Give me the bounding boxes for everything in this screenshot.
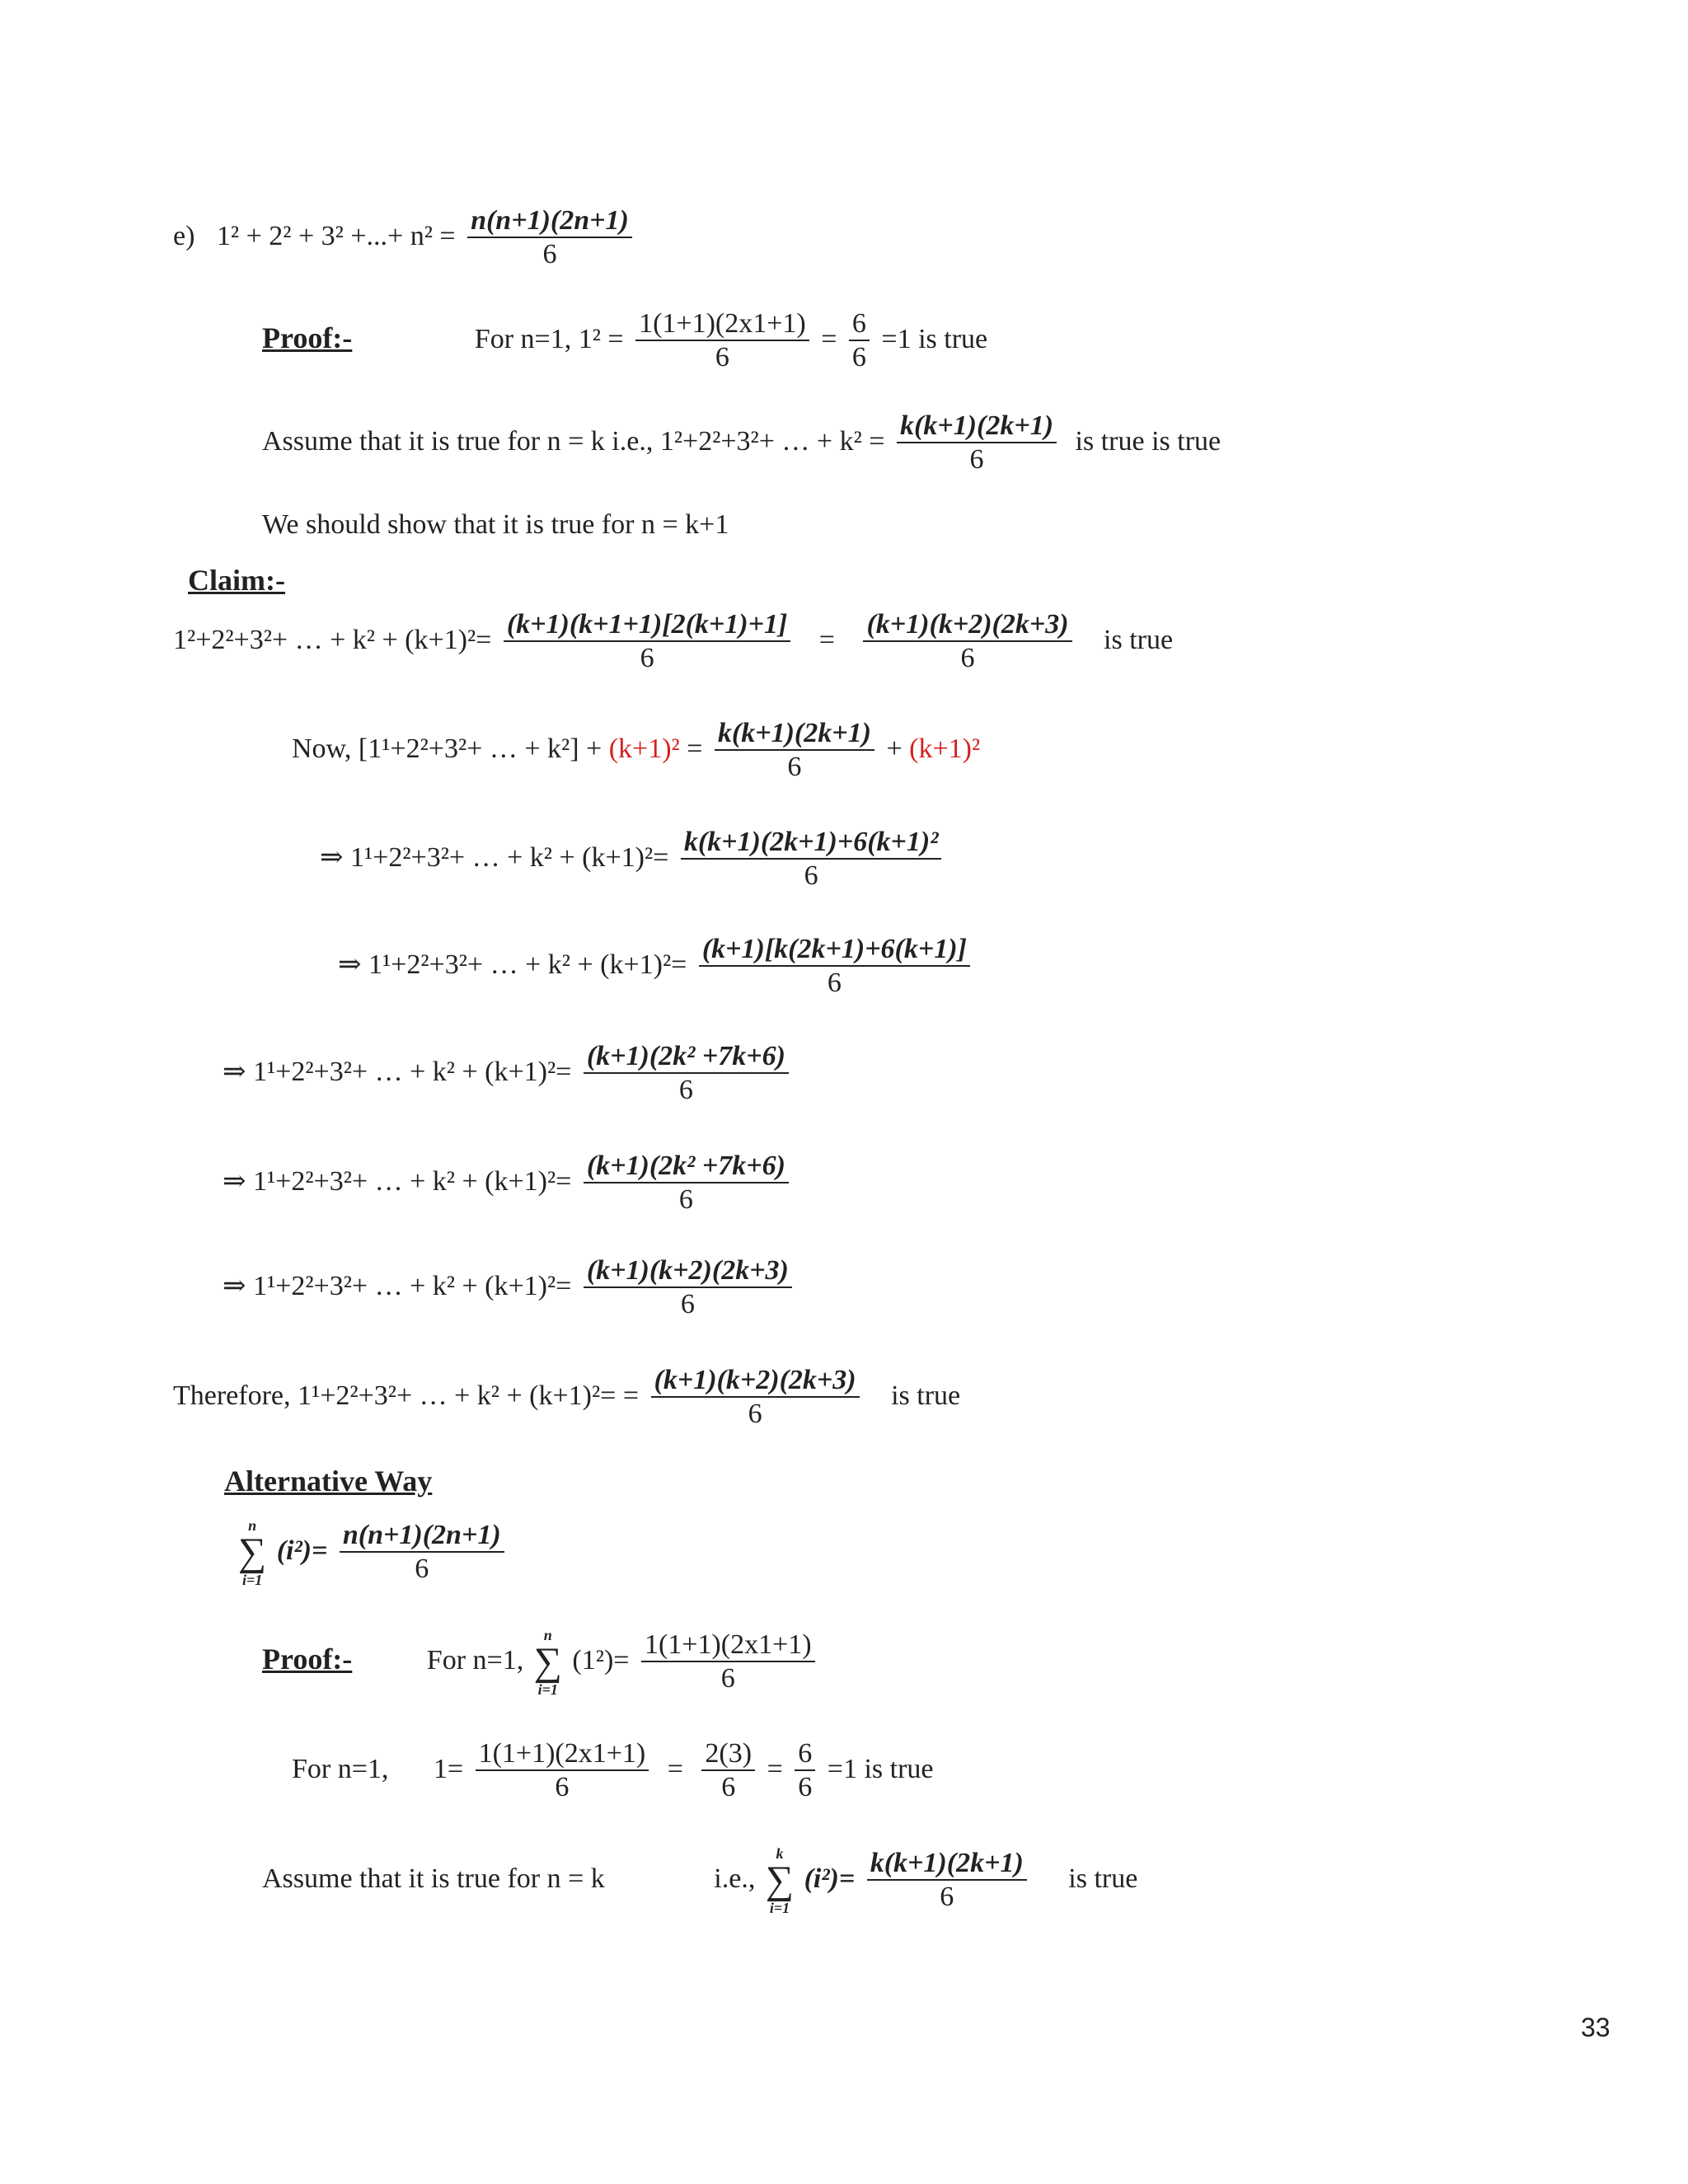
summation-symbol: n ∑ i=1 [238,1517,267,1588]
n1-pre: For n=1, [292,1753,389,1784]
alternative-formula [235,1518,509,1587]
statement-lhs: 1² + 2² + 3² +...+ n² = [216,220,456,251]
proof-base-numerator: 1(1+1)(2x1+1) [635,307,809,341]
therefore-fraction [651,1364,860,1432]
therefore-denominator: 6 [748,1399,762,1430]
n1-fraction-3 [795,1737,815,1805]
proof2-pre: For n=1, [426,1644,524,1675]
assumption2-denominator: 6 [940,1882,954,1913]
n1-denominator-3: 6 [798,1772,813,1803]
step-denominator: 6 [827,968,842,999]
summation-symbol: n ∑ i=1 [533,1627,562,1698]
assumption-numerator: k(k+1)(2k+1) [897,410,1057,443]
step-1 [320,826,946,893]
show-line [262,509,729,541]
claim-denominator-1: 6 [640,643,654,674]
statement-fraction [467,204,632,272]
statement-e [173,204,637,272]
step-fraction [681,826,942,893]
proof-base-fraction [635,307,809,375]
n1-tail: =1 is true [827,1753,934,1784]
n1-denominator-1: 6 [555,1772,570,1803]
proof-base-tail: =1 is true [881,323,988,354]
proof2-heading: Proof:- [262,1642,353,1675]
proof2-term: (1²)= [572,1644,630,1675]
claim-numerator-2: (k+1)(k+2)(2k+3) [863,608,1071,642]
n1-line: For n=1, 1= $\frac{1(1+1)(2x1+1)}{6}$ = $\frac{2(3)}{6}$ = $\frac{6}{6}$ =1 is true [292,1737,933,1805]
proof-base-ratio-den: 6 [851,342,866,373]
statement-denominator: 6 [542,239,557,270]
alternative-denominator: 6 [415,1554,429,1585]
alternative-term: (i²)= [276,1535,328,1566]
assumption-fraction [897,410,1057,477]
now-red-term-1: (k+1)² [608,733,680,764]
proof-heading: Proof:- [262,321,353,354]
show-text: We should show that it is true for n = k+1 [262,509,729,540]
step-fraction [699,933,970,1001]
n1-fraction-1 [476,1737,649,1805]
assumption2-tail: is true [1068,1863,1138,1894]
n1-denominator-2: 6 [721,1772,736,1803]
claim-fraction-1 [504,608,790,676]
alternative-numerator: n(n+1)(2n+1) [340,1519,504,1553]
assumption-line [262,410,1221,477]
proof2-denominator: 6 [720,1663,735,1694]
step-lhs: ⇒ 1¹+2²+3²+ … + k² + (k+1)²= [223,1165,572,1197]
now-pre: Now, [1¹+2²+3²+ … + k²] + [292,733,603,764]
therefore-lhs: Therefore, 1¹+2²+3²+ … + k² + (k+1)²= = [173,1380,640,1411]
now-red-term-2: (k+1)² [909,733,981,764]
assumption2-term: (i²)= [804,1863,856,1894]
assumption2-numerator: k(k+1)(2k+1) [867,1847,1027,1881]
page-number: 33 [1581,2013,1611,2042]
claim-heading: Claim:- [188,564,285,597]
claim-heading-line [188,563,285,598]
proof-base-ratio-num: 6 [849,307,870,341]
proof-base-ratio [849,307,870,375]
proof2-numerator: 1(1+1)(2x1+1) [641,1629,815,1662]
now-fraction [715,717,874,785]
therefore-tail: is true [891,1380,961,1411]
step-fraction [584,1254,792,1322]
claim-lhs: 1²+2²+3²+ … + k² + (k+1)²= [173,624,492,655]
step-2 [338,933,975,1001]
claim-fraction-2 [863,608,1071,676]
summation-symbol: k ∑ i=1 [765,1845,795,1916]
assumption2-text: Assume that it is true for n = k [262,1863,605,1894]
now-numerator: k(k+1)(2k+1) [715,717,874,751]
step-denominator: 6 [678,1075,693,1106]
n1-numerator-3: 6 [795,1737,815,1771]
claim-tail: is true [1104,624,1174,655]
n1-numerator-1: 1(1+1)(2x1+1) [476,1737,649,1771]
now-line: Now, [1¹+2²+3²+ … + k²] + (k+1)² = $\frac{k(k+1)(2k+1)}{6}$ + (k+1)² [292,717,980,785]
alternative-heading: Alternative Way [224,1465,433,1497]
proof2-fraction [641,1629,815,1696]
assumption-text: Assume that it is true for n = k i.e., 1²+2²+3²+ … + k² = [262,425,885,457]
n1-numerator-2: 2(3) [701,1737,755,1771]
n1-fraction-2 [701,1737,755,1805]
now-denominator: 6 [787,752,802,783]
proof-base-case: Proof:- For n=1, 1² = $\frac{1(1+1)(2x1+1)}{6}$ = $\frac{6}{6}$ =1 is true [262,307,987,375]
assumption-tail: is true is true [1075,425,1221,457]
proof-base-pre: For n=1, 1² = [474,323,624,354]
step-5 [223,1254,797,1322]
claim-denominator-2: 6 [960,643,975,674]
step-numerator: (k+1)(2k² +7k+6) [584,1150,789,1183]
proof2-line [262,1628,820,1697]
step-numerator: k(k+1)(2k+1)+6(k+1)² [681,826,942,860]
step-lhs: ⇒ 1¹+2²+3²+ … + k² + (k+1)²= [223,1056,572,1087]
therefore-numerator: (k+1)(k+2)(2k+3) [651,1364,860,1398]
alternative-fraction [340,1519,504,1586]
part-label: e) [173,220,195,251]
step-lhs: ⇒ 1¹+2²+3²+ … + k² + (k+1)²= [320,841,669,873]
step-numerator: (k+1)(k+2)(2k+3) [584,1254,792,1288]
step-fraction [584,1040,789,1108]
step-lhs: ⇒ 1¹+2²+3²+ … + k² + (k+1)²= [223,1270,572,1301]
alternative-heading-line [224,1464,432,1498]
therefore-line [173,1364,960,1432]
claim-equation: 1²+2²+3²+ … + k² + (k+1)²= $\frac{(k+1)(k+1+1)[2(k+1)+1]}{6}$ = $\frac{(k+1)(k+2)(2k+3)}{6}$ is true [173,608,1173,676]
proof-base-denominator: 6 [715,342,729,373]
assumption-denominator: 6 [969,444,984,476]
step-denominator: 6 [680,1289,695,1320]
step-numerator: (k+1)[k(2k+1)+6(k+1)] [699,933,970,967]
step-fraction [584,1150,789,1217]
claim-numerator-1: (k+1)(k+1+1)[2(k+1)+1] [504,608,790,642]
step-denominator: 6 [804,860,818,892]
step-4 [223,1150,794,1217]
step-denominator: 6 [678,1184,693,1216]
step-lhs: ⇒ 1¹+2²+3²+ … + k² + (k+1)²= [338,949,687,980]
step-3 [223,1040,794,1108]
statement-numerator: n(n+1)(2n+1) [467,204,632,238]
assumption2-fraction [867,1847,1027,1915]
assumption2-line: Assume that it is true for n = k i.e., k ∑ i=1 (i²)= $\frac{k(k+1)(2k+1)}{6}$ is true [262,1845,1138,1916]
step-numerator: (k+1)(2k² +7k+6) [584,1040,789,1074]
